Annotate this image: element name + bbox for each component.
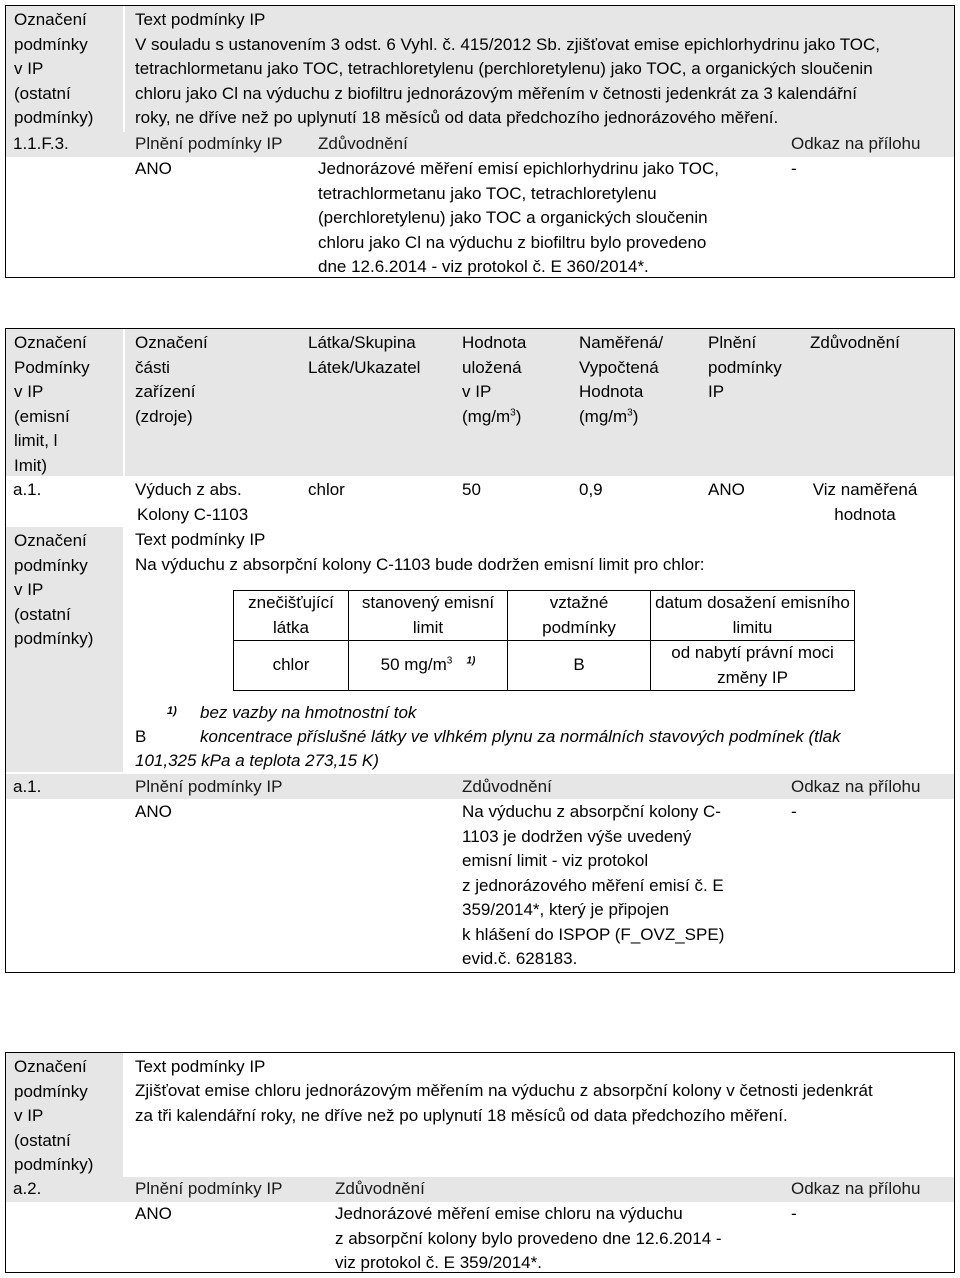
zduvodneni-line: emisní limit - viz protokol [462, 851, 649, 870]
plneni-value: ANO [135, 1204, 172, 1223]
header-reason: Zdůvodnění [810, 333, 900, 352]
zduvodneni-line: dne 12.6.2014 - viz protokol č. E 360/2014*. [318, 257, 649, 276]
inner-conditions: B [508, 641, 651, 691]
col-plneni-header: Plnění podmínky IP [135, 777, 283, 796]
text-body [135, 1079, 950, 1128]
text-header: Text podmínky IP [135, 1057, 266, 1076]
header-line: zařízení [135, 382, 196, 401]
row-reason [805, 478, 925, 527]
row-limit: 50 [462, 480, 481, 499]
header-line: Látka/Skupina [308, 333, 416, 352]
zduvodneni-line: k hlášení do ISPOP (F_OVZ_SPE) [462, 924, 725, 944]
label-line: Označení [14, 1057, 87, 1076]
row-substance: chlor [308, 480, 345, 499]
label-line: v IP [14, 580, 44, 599]
header-line: $(mg/m^3)$ [579, 406, 639, 426]
condition-label [6, 1053, 123, 1177]
text-condition: Na výduchu z absorpční kolony C-1103 bude dodržen emisní limit pro chlor: [135, 555, 705, 574]
label-line: podmínky) [14, 1155, 94, 1174]
zduvodneni-line: viz protokol č. E 359/2014*. [335, 1253, 542, 1272]
zduvodneni-line: evid.č. 628183. [462, 949, 578, 968]
header-limit [462, 331, 526, 429]
text-line: V souladu s ustanovením 3 odst. 6 Vyhl. č. 415/2012 Sb. zjišťovat emise epichlorhydrinu jako TOC, [135, 34, 881, 54]
text-line: roky, ne dříve než po uplynutí 18 měsíců od data předchozího jednorázového měření. [135, 108, 779, 127]
label-line: podmínky [14, 34, 88, 54]
part-line: Výduch z abs. [135, 480, 242, 499]
row-fulfil: ANO [708, 480, 745, 499]
label-line: (ostatní [14, 1130, 71, 1150]
zduvodneni-line: Jednorázové měření emisí epichlorhydrinu jako TOC, [318, 159, 719, 178]
zduvodneni-line: 1103 je dodržen výše uvedený [462, 826, 692, 846]
inner-header-conditions: vztažné podmínky [508, 591, 651, 641]
zduvodneni-text [462, 800, 782, 972]
emission-header-label [6, 329, 123, 476]
condition-code: 1.1.F.3. [13, 134, 69, 153]
label-line: podmínky [14, 1081, 88, 1101]
header-line: Označení [14, 333, 87, 352]
inner-header-date: datum dosažení emisního limitu [651, 591, 855, 641]
header-line: podmínky [708, 357, 782, 377]
header-line: v IP [462, 382, 492, 401]
header-line: limit, l [14, 431, 58, 450]
zduvodneni-line: z absorpční kolony bylo provedeno dne 12.6.2014 - [335, 1228, 722, 1248]
text-condition-header: Text podmínky IP [135, 530, 266, 549]
zduvodneni-text [335, 1202, 775, 1276]
text-line: Zjišťovat emise chloru jednorázovým měřením na výduchu z absorpční kolony v četnosti jedenkrát [135, 1081, 873, 1100]
row-part [135, 478, 275, 527]
label-line: podmínky [14, 555, 88, 575]
col-odkaz-header: Odkaz na přílohu [791, 134, 921, 153]
plneni-value: ANO [135, 159, 172, 178]
inner-header-limit: stanovený emisní limit [349, 591, 508, 641]
col-plneni-header: Plnění podmínky IP [135, 1179, 283, 1198]
col-odkaz-header: Odkaz na přílohu [791, 777, 921, 796]
col-odkaz-header: Odkaz na přílohu [791, 1179, 921, 1198]
label-line: podmínky) [14, 629, 94, 648]
col-zduvodneni-header: Zdůvodnění [318, 134, 408, 153]
footnote-line: koncentrace příslušné látky ve vlhkém plynu za normálních stavových podmínek (tlak [200, 727, 841, 746]
label-line: (ostatní [14, 604, 71, 624]
reason-line: hodnota [834, 504, 896, 524]
header-line: (zdroje) [135, 406, 193, 426]
footnote-2-text-cont: 101,325 kPa a teplota 273,15 K) [135, 751, 379, 770]
text-line: tetrachlormetanu jako TOC, tetrachloretylenu (perchloretylenu) jako TOC, a organických sloučenin [135, 59, 873, 78]
text-box [125, 6, 954, 132]
header-line: $(mg/m^3)$ [462, 406, 522, 426]
zduvodneni-line: tetrachlormetanu jako TOC, tetrachloretylenu [318, 183, 657, 203]
odkaz-value: - [791, 159, 797, 178]
row-code: a.1. [13, 480, 42, 499]
zduvodneni-text [318, 157, 768, 280]
condition-code: a.2. [13, 1179, 42, 1198]
label-line: Označení [14, 10, 87, 29]
header-line: Vypočtená [579, 357, 659, 377]
section-3 [5, 1052, 955, 1273]
col-zduvodneni-header: Zdůvodnění [335, 1179, 425, 1198]
odkaz-value: - [791, 1204, 797, 1223]
header-line: v IP [14, 382, 44, 401]
header-line: části [135, 357, 170, 377]
header-fulfil [708, 331, 782, 405]
condition-code: a.1. [13, 777, 42, 796]
header-line: Naměřená/ [579, 333, 664, 352]
zduvodneni-line: 359/2014*, který je připojen [462, 900, 669, 919]
section-1 [5, 5, 955, 278]
label-line: podmínky) [14, 108, 94, 127]
label-line: v IP [14, 1106, 44, 1125]
part-line: Kolony C-1103 [137, 504, 249, 524]
row-measured: 0,9 [579, 480, 603, 499]
header-line: Hodnota [579, 382, 644, 401]
header-line: uložená [462, 357, 522, 377]
header-line: Plnění [708, 333, 757, 352]
footnote-1-text: bez vazby na hmotnostní tok [200, 703, 417, 722]
header-line: IP [708, 382, 725, 401]
header-substance [308, 331, 420, 380]
header-line: Označení [135, 333, 208, 352]
footnote-2-text [200, 725, 841, 750]
inner-header-substance: znečišťující látka [234, 591, 349, 641]
zduvodneni-line: Na výduchu z absorpční kolony C- [462, 802, 721, 821]
header-line: (emisní [14, 406, 70, 426]
condition-label [6, 6, 123, 132]
inner-substance: chlor [234, 641, 349, 691]
label-line: (ostatní [14, 83, 71, 103]
zduvodneni-line: (perchloretylenu) jako TOC a organických sloučenin [318, 208, 708, 227]
zduvodneni-line: chloru jako Cl na výduchu z biofiltru bylo provedeno [318, 232, 707, 252]
col-plneni-header: Plnění podmínky IP [135, 134, 283, 153]
zduvodneni-line: Jednorázové měření emise chloru na výduchu [335, 1204, 683, 1223]
col-zduvodneni-header: Zdůvodnění [462, 777, 552, 796]
reason-line: Viz naměřená [812, 480, 918, 499]
zduvodneni-line: z jednorázového měření emisí č. E [462, 875, 724, 895]
section-2 [5, 328, 955, 973]
header-line: Podmínky [14, 357, 90, 377]
label-line: v IP [14, 59, 44, 78]
header-part [135, 331, 208, 429]
footnote-2-mark: B [135, 727, 147, 746]
other-condition-label [6, 527, 123, 772]
header-line: Látek/Ukazatel [308, 357, 421, 377]
header-line: Imit) [14, 455, 48, 475]
odkaz-value: - [791, 802, 797, 821]
header-line: Hodnota [462, 333, 527, 352]
label-line: Označení [14, 531, 87, 550]
inner-date: od nabytí právní moci změny IP [651, 641, 855, 691]
header-measured [579, 331, 663, 429]
inner-limit: 50 $mg/m^3$ $^{1)}$ [349, 641, 508, 691]
text-line: chloru jako Cl na výduchu z biofiltru jednorázovým měřením v četnosti jedenkrát za 3 kalendářní [135, 83, 857, 103]
emission-limit-table [233, 590, 855, 691]
footnote-1-mark: 1) [167, 705, 177, 717]
text-header: Text podmínky IP [135, 10, 266, 29]
plneni-value: ANO [135, 802, 172, 821]
text-line: za tři kalendářní roky, ne dříve než po uplynutí 18 měsíců od data předchozího měření. [135, 1105, 788, 1125]
